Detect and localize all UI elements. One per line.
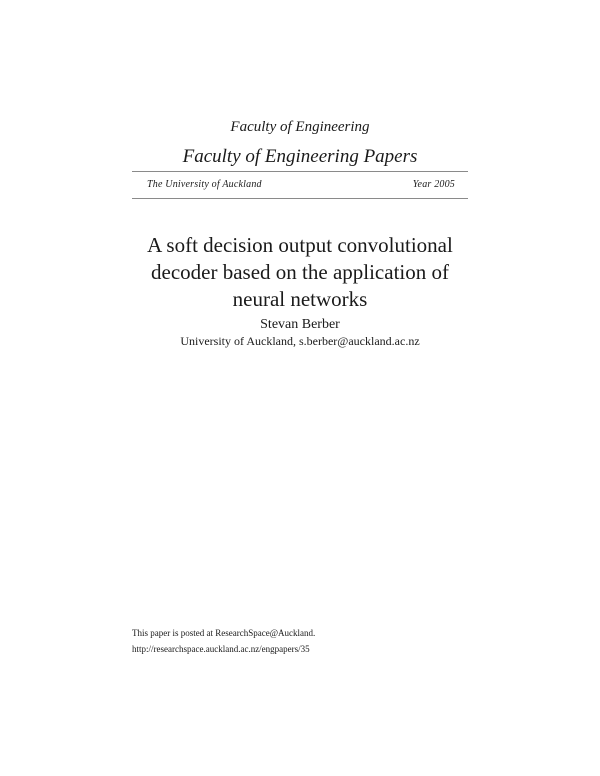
header-rule-top <box>132 171 468 172</box>
institution-name: The University of Auckland <box>147 179 262 190</box>
posting-notice <box>132 625 315 657</box>
posted-statement: This paper is posted at ResearchSpace@Auckland. <box>132 628 316 638</box>
publication-year: Year 2005 <box>412 179 455 190</box>
faculty-name: Faculty of Engineering <box>230 119 370 135</box>
paper-url-link[interactable]: http://researchspace.auckland.ac.nz/engpapers/35 <box>132 644 310 654</box>
header-rule-bottom <box>132 198 468 199</box>
author-affiliation: University of Auckland, s.berber@auckland.ac.nz <box>180 334 420 348</box>
paper-title <box>100 232 500 313</box>
series-title: Faculty of Engineering Papers <box>182 146 418 167</box>
title-line-2: decoder based on the application of <box>151 260 449 284</box>
title-line-3: neural networks <box>232 287 368 311</box>
author-name: Stevan Berber <box>260 317 340 332</box>
title-line-1: A soft decision output convolutional <box>147 233 453 257</box>
